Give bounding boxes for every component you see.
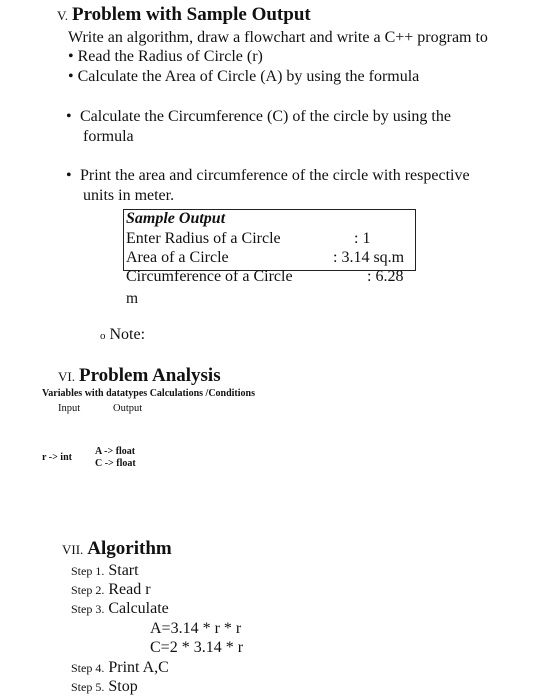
sample-output-row-label: Area of a Circle bbox=[126, 249, 229, 266]
step-text: Read r bbox=[108, 581, 151, 598]
sample-output-row-label: Circumference of a Circle bbox=[126, 268, 293, 285]
step-label: Step 2. bbox=[71, 583, 105, 597]
bullet-print-line2: units in meter. bbox=[83, 187, 175, 204]
section-vii-title: Algorithm bbox=[87, 538, 172, 559]
output-variable: A -> float bbox=[95, 446, 136, 457]
algorithm-step bbox=[71, 678, 138, 696]
step-text: Calculate bbox=[108, 600, 169, 617]
sample-output-row-label: Enter Radius of a Circle bbox=[126, 230, 281, 247]
algorithm-step bbox=[71, 581, 151, 599]
section-vi-title: Problem Analysis bbox=[78, 365, 221, 386]
step-text: Print A,C bbox=[108, 659, 169, 676]
section-v-intro: Write an algorithm, draw a flowchart and write a C++ program to bbox=[68, 29, 488, 46]
bullet-print-line1: Print the area and circumference of the circle with respective bbox=[80, 167, 470, 184]
section-vi-heading bbox=[58, 365, 221, 387]
note-bullet-icon: o bbox=[100, 330, 106, 342]
sample-output-row-value: : 6.28 bbox=[367, 268, 404, 285]
formula-circumference: C=2 * 3.14 * r bbox=[150, 639, 244, 656]
formula-area: A=3.14 * r * r bbox=[150, 620, 242, 637]
sample-output-overflow: m bbox=[126, 290, 139, 307]
output-column-label: Output bbox=[113, 403, 143, 414]
bullet-read-radius bbox=[68, 48, 263, 66]
section-v-title: Problem with Sample Output bbox=[71, 4, 311, 25]
section-vii-heading bbox=[62, 538, 172, 560]
bullet-calc-area-text: Calculate the Area of Circle (A) by using the formula bbox=[77, 68, 420, 85]
section-vii-number: VII. bbox=[62, 542, 84, 557]
step-label: Step 3. bbox=[71, 602, 105, 616]
algorithm-step bbox=[71, 659, 169, 677]
bullet-symbol: • bbox=[66, 108, 72, 125]
step-label: Step 5. bbox=[71, 680, 105, 694]
step-label: Step 4. bbox=[71, 661, 105, 675]
note-line bbox=[100, 326, 145, 344]
bullet-read-radius-text: Read the Radius of Circle (r) bbox=[77, 48, 263, 65]
step-text: Stop bbox=[108, 678, 138, 695]
note-label: Note: bbox=[109, 326, 146, 343]
bullet-calc-circumference-line2: formula bbox=[83, 128, 134, 145]
sample-output-row-value: : 3.14 sq.m bbox=[333, 249, 405, 266]
sample-output-title: Sample Output bbox=[126, 210, 226, 227]
output-variable: C -> float bbox=[95, 458, 136, 469]
analysis-columns-header: Variables with datatypes Calculations /Conditions bbox=[42, 388, 255, 399]
bullet-symbol: • bbox=[68, 68, 74, 85]
section-vi-number: VI. bbox=[58, 369, 75, 384]
input-variable: r -> int bbox=[42, 452, 72, 463]
section-v-number: V. bbox=[57, 8, 68, 23]
sample-output-row-value: : 1 bbox=[354, 230, 371, 247]
algorithm-step bbox=[71, 562, 139, 580]
input-column-label: Input bbox=[58, 403, 81, 414]
bullet-calc-area bbox=[68, 68, 419, 86]
section-v-heading bbox=[57, 4, 311, 26]
algorithm-step bbox=[71, 600, 169, 618]
bullet-symbol: • bbox=[66, 167, 72, 184]
step-label: Step 1. bbox=[71, 564, 105, 578]
bullet-calc-circumference-line1: Calculate the Circumference (C) of the circle by using the bbox=[80, 108, 451, 125]
bullet-symbol: • bbox=[68, 48, 74, 65]
step-text: Start bbox=[108, 562, 139, 579]
